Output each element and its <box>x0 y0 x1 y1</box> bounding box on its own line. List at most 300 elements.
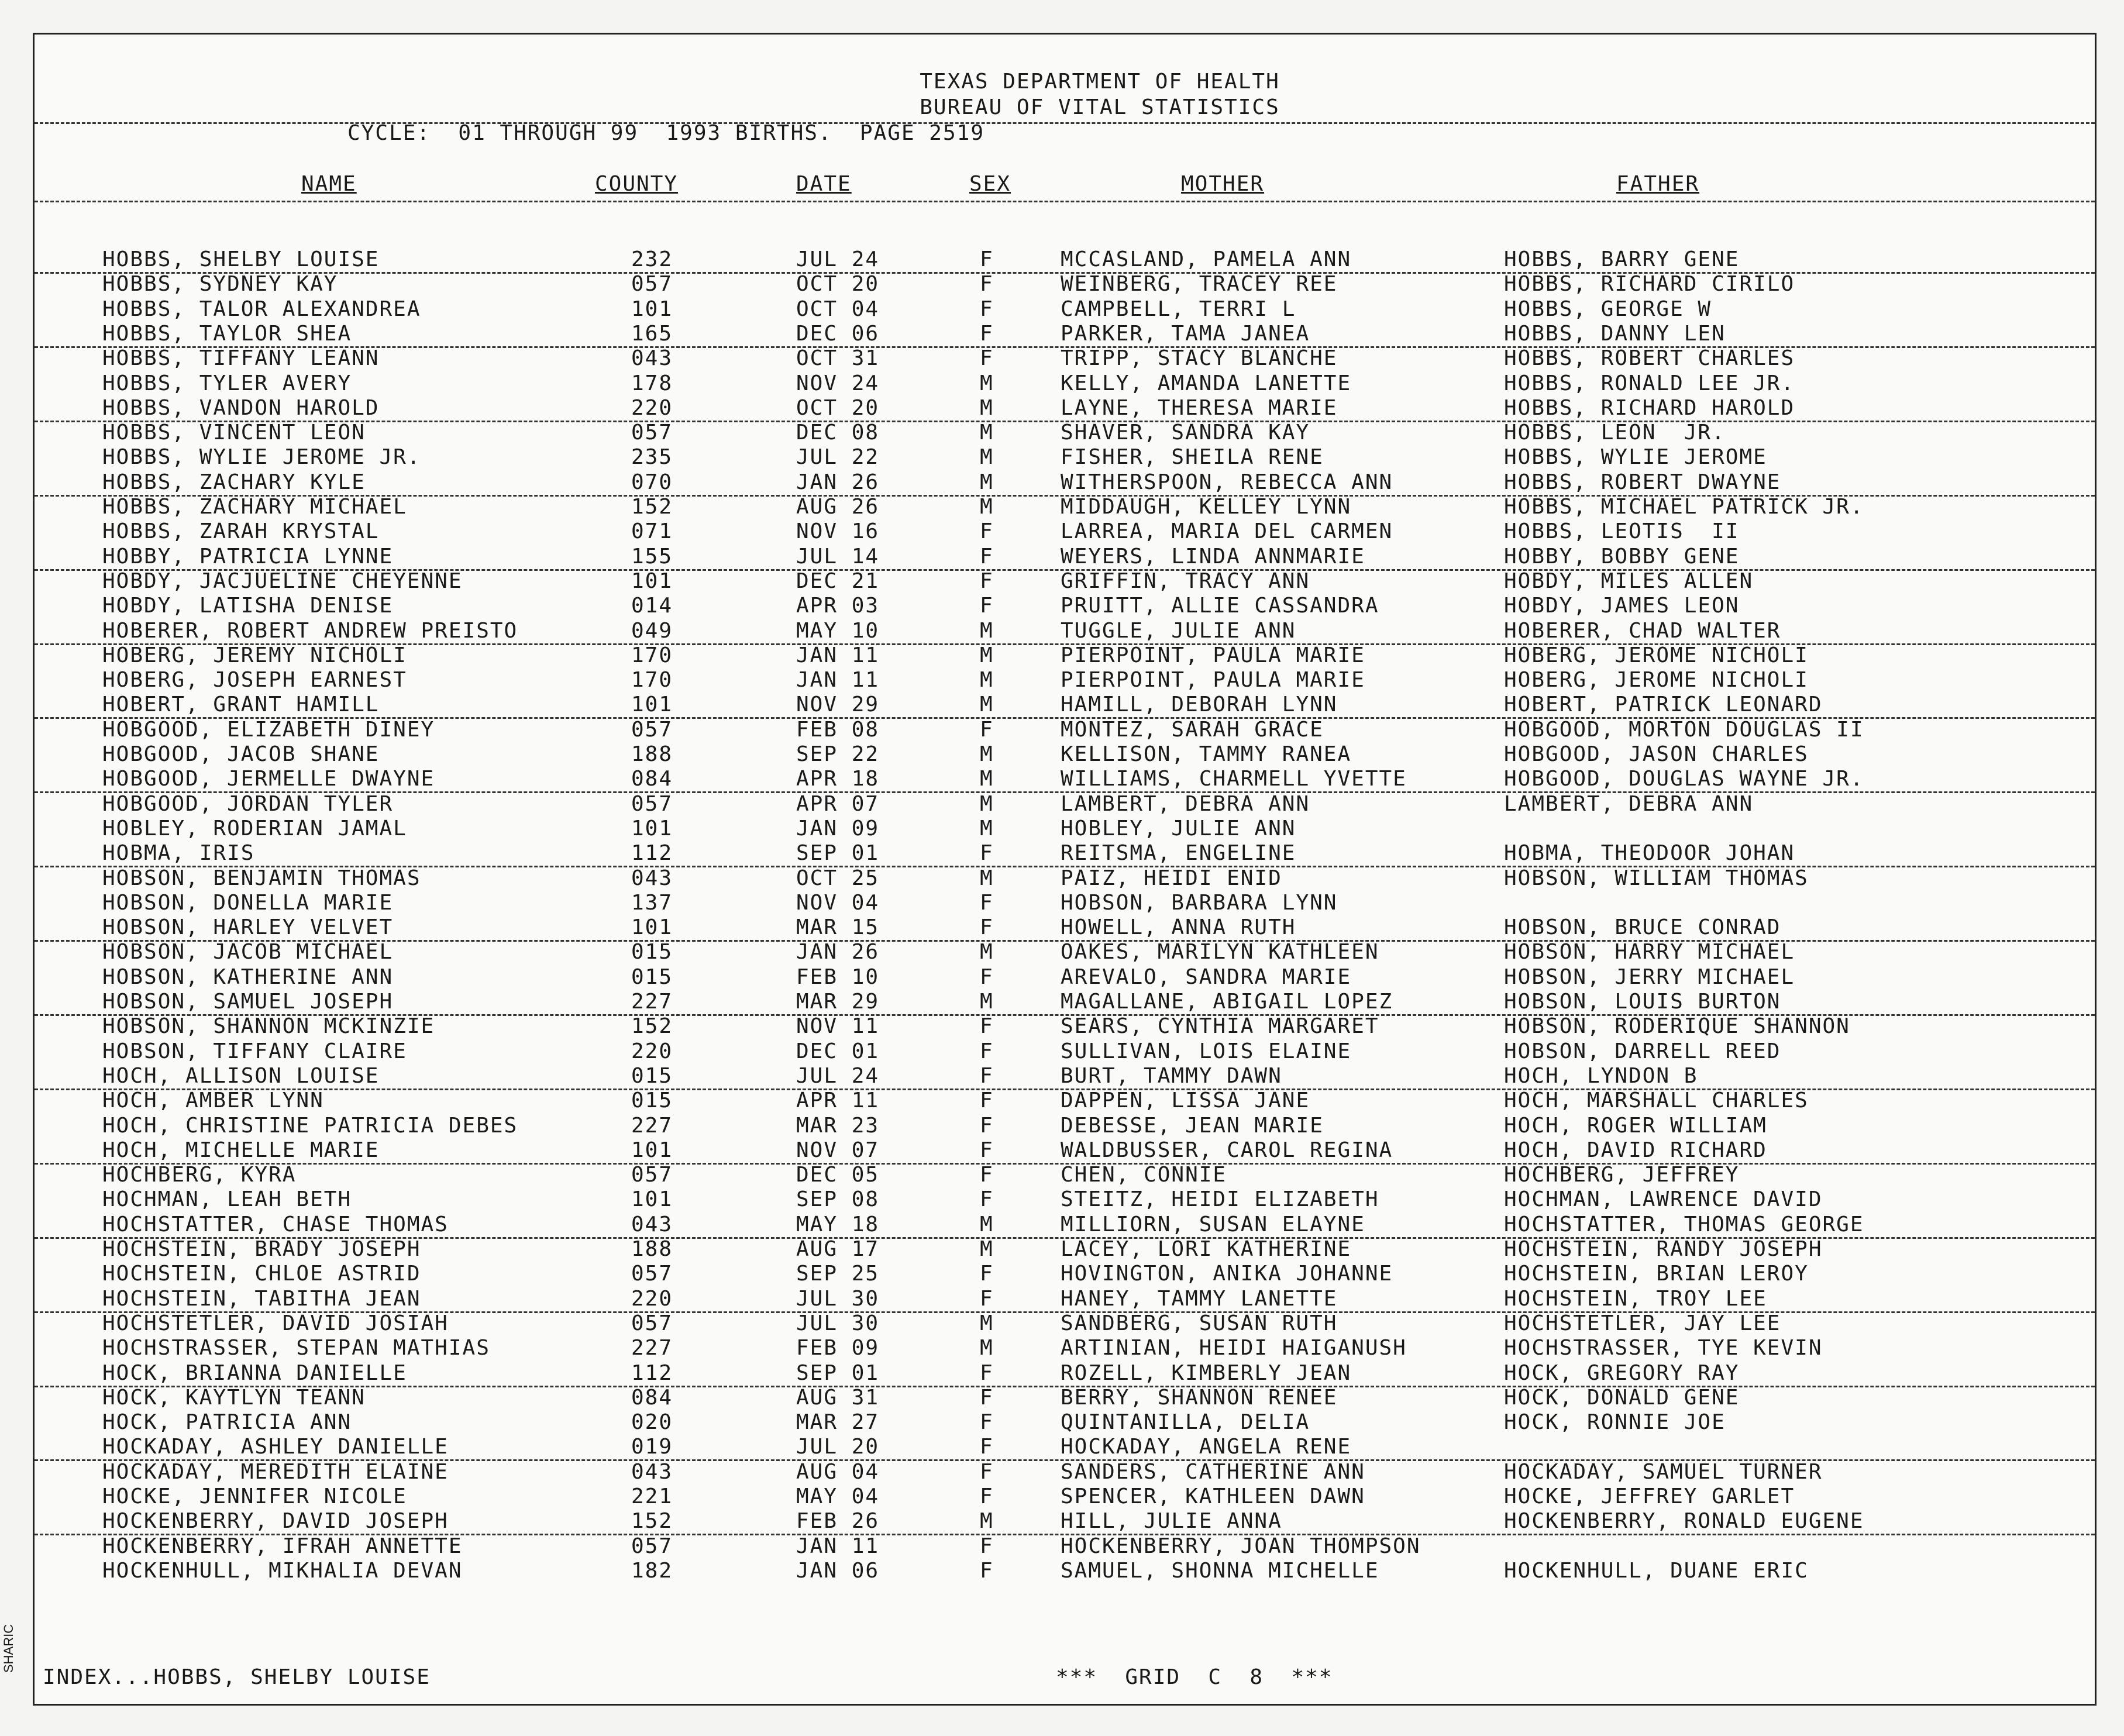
record-sex: F <box>980 717 994 742</box>
record-father: HOBERER, CHAD WALTER <box>1504 618 1781 643</box>
record-sex: F <box>980 1187 994 1212</box>
record-name: HOBERER, ROBERT ANDREW PREISTO <box>102 618 518 643</box>
record-sex: M <box>980 767 994 791</box>
record-father: HOBDY, JAMES LEON <box>1504 594 1740 618</box>
record-date: DEC 08 <box>796 421 880 445</box>
record-father: HOBMA, THEODOOR JOHAN <box>1504 841 1795 866</box>
record-county: 235 <box>631 445 673 470</box>
record-row <box>35 1361 2095 1387</box>
record-father: HOBSON, HARRY MICHAEL <box>1504 940 1795 965</box>
record-name: HOBGOOD, ELIZABETH DINEY <box>102 717 435 742</box>
record-date: MAR 23 <box>796 1113 880 1138</box>
record-sex: M <box>980 668 994 693</box>
record-county: 015 <box>631 940 673 965</box>
record-father: LAMBERT, DEBRA ANN <box>1504 791 1754 816</box>
record-row <box>35 1460 2095 1484</box>
cycle-line: CYCLE: 01 THROUGH 99 1993 BIRTHS. PAGE 2519 <box>347 121 984 145</box>
record-name: HOCHSTEIN, CHLOE ASTRID <box>102 1262 421 1286</box>
record-name: HOBBS, VANDON HAROLD <box>102 395 380 420</box>
record-father: HOBBS, ROBERT DWAYNE <box>1504 470 1781 494</box>
record-county: 112 <box>631 841 673 866</box>
record-date: JAN 11 <box>796 1534 880 1558</box>
page-frame <box>33 33 2097 1706</box>
record-sex: M <box>980 1237 994 1261</box>
record-father: HOCKENHULL, DUANE ERIC <box>1504 1558 1809 1583</box>
record-mother: HOWELL, ANNA RUTH <box>1061 915 1296 940</box>
record-mother: HOBLEY, JULIE ANN <box>1061 816 1296 841</box>
record-county: 165 <box>631 321 673 346</box>
record-father: HOCHSTETLER, JAY LEE <box>1504 1311 1781 1335</box>
record-name: HOBSON, SAMUEL JOSEPH <box>102 990 394 1014</box>
record-date: MAR 15 <box>796 915 880 940</box>
record-sex: M <box>980 643 994 667</box>
record-father: HOBSON, WILLIAM THOMAS <box>1504 866 1809 890</box>
record-name: HOBGOOD, JACOB SHANE <box>102 742 380 766</box>
record-row <box>35 1484 2095 1509</box>
record-mother: TRIPP, STACY BLANCHE <box>1061 346 1338 371</box>
record-row <box>35 792 2095 817</box>
record-sex: M <box>980 990 994 1014</box>
record-date: AUG 17 <box>796 1237 880 1261</box>
record-mother: BURT, TAMMY DAWN <box>1061 1063 1282 1088</box>
record-father: HOBGOOD, MORTON DOUGLAS II <box>1504 717 1864 742</box>
record-mother: WILLIAMS, CHARMELL YVETTE <box>1061 767 1407 791</box>
record-row <box>35 1311 2095 1336</box>
record-sex: F <box>980 1484 994 1508</box>
record-father: HOCK, DONALD GENE <box>1504 1385 1740 1410</box>
record-county: 043 <box>631 1459 673 1484</box>
record-county: 015 <box>631 1063 673 1088</box>
record-county: 049 <box>631 618 673 643</box>
record-date: APR 03 <box>796 594 880 618</box>
record-mother: WALDBUSSER, CAROL REGINA <box>1061 1138 1393 1162</box>
column-header-sex: SEX <box>969 172 1011 196</box>
record-sex: M <box>980 1336 994 1360</box>
record-mother: TUGGLE, JULIE ANN <box>1061 618 1296 643</box>
separator-top <box>35 122 2095 124</box>
record-sex: F <box>980 890 994 915</box>
record-date: NOV 16 <box>796 519 880 544</box>
record-row <box>35 1509 2095 1535</box>
record-name: HOBBS, VINCENT LEON <box>102 421 366 445</box>
record-date: MAY 04 <box>796 1484 880 1508</box>
record-sex: F <box>980 1113 994 1138</box>
record-father: HOCH, LYNDON B <box>1504 1063 1698 1088</box>
record-row <box>35 817 2095 841</box>
record-father: HOCHBERG, JEFFREY <box>1504 1163 1740 1187</box>
record-name: HOBERG, JEREMY NICHOLI <box>102 643 407 667</box>
separator-header <box>35 201 2095 202</box>
record-county: 043 <box>631 866 673 890</box>
record-father: HOBSON, JERRY MICHAEL <box>1504 965 1795 989</box>
record-mother: MAGALLANE, ABIGAIL LOPEZ <box>1061 990 1393 1014</box>
record-father: HOBERT, PATRICK LEONARD <box>1504 693 1823 717</box>
record-mother: OAKES, MARILYN KATHLEEN <box>1061 940 1379 965</box>
record-date: AUG 31 <box>796 1385 880 1410</box>
record-row <box>35 1287 2095 1313</box>
record-date: JAN 11 <box>796 643 880 667</box>
record-name: HOCHSTATTER, CHASE THOMAS <box>102 1212 449 1236</box>
record-row <box>35 915 2095 942</box>
record-name: HOBBS, TALOR ALEXANDREA <box>102 297 421 321</box>
record-sex: M <box>980 693 994 717</box>
record-sex: F <box>980 1459 994 1484</box>
record-row <box>35 841 2095 867</box>
record-row <box>35 495 2095 519</box>
record-county: 152 <box>631 495 673 519</box>
record-name: HOBBS, TAYLOR SHEA <box>102 321 352 346</box>
record-date: FEB 09 <box>796 1336 880 1360</box>
record-row <box>35 1386 2095 1410</box>
record-mother: DAPPEN, LISSA JANE <box>1061 1089 1310 1113</box>
record-row <box>35 1262 2095 1286</box>
record-father: HOBDY, MILES ALLEN <box>1504 569 1754 593</box>
record-row <box>35 693 2095 719</box>
record-mother: MILLIORN, SUSAN ELAYNE <box>1061 1212 1365 1236</box>
record-mother: FISHER, SHEILA RENE <box>1061 445 1324 470</box>
record-sex: M <box>980 791 994 816</box>
record-row <box>35 1089 2095 1113</box>
record-sex: F <box>980 1138 994 1162</box>
record-mother: STEITZ, HEIDI ELIZABETH <box>1061 1187 1379 1212</box>
record-name: HOBDY, JACJUELINE CHEYENNE <box>102 569 463 593</box>
record-name: HOCHSTETLER, DAVID JOSIAH <box>102 1311 449 1335</box>
record-father: HOBSON, LOUIS BURTON <box>1504 990 1781 1014</box>
record-mother: ROZELL, KIMBERLY JEAN <box>1061 1360 1352 1385</box>
record-mother: MONTEZ, SARAH GRACE <box>1061 717 1324 742</box>
record-name: HOBSON, JACOB MICHAEL <box>102 940 394 965</box>
record-name: HOCK, PATRICIA ANN <box>102 1410 352 1435</box>
record-name: HOBBS, WYLIE JEROME JR. <box>102 445 421 470</box>
record-sex: F <box>980 841 994 866</box>
record-sex: F <box>980 1089 994 1113</box>
record-date: NOV 24 <box>796 371 880 395</box>
record-county: 220 <box>631 1039 673 1063</box>
record-father: HOCHSTEIN, TROY LEE <box>1504 1286 1767 1311</box>
record-row <box>35 396 2095 422</box>
record-name: HOBSON, HARLEY VELVET <box>102 915 394 940</box>
record-date: JUL 14 <box>796 544 880 569</box>
record-mother: HOCKADAY, ANGELA RENE <box>1061 1435 1352 1459</box>
record-date: MAR 27 <box>796 1410 880 1435</box>
record-county: 101 <box>631 1138 673 1162</box>
record-father: HOCKENBERRY, RONALD EUGENE <box>1504 1509 1864 1534</box>
record-father: HOCHSTEIN, RANDY JOSEPH <box>1504 1237 1823 1261</box>
record-name: HOCHMAN, LEAH BETH <box>102 1187 352 1212</box>
record-name: HOBBS, SYDNEY KAY <box>102 272 338 297</box>
record-name: HOBLEY, RODERIAN JAMAL <box>102 816 407 841</box>
record-father: HOBBS, LEOTIS II <box>1504 519 1740 544</box>
record-name: HOBBS, ZACHARY KYLE <box>102 470 366 494</box>
column-header-mother: MOTHER <box>1181 172 1265 196</box>
record-row <box>35 272 2095 297</box>
record-sex: F <box>980 544 994 569</box>
side-label: SHARIC <box>1 1624 16 1673</box>
record-name: HOBSON, DONELLA MARIE <box>102 890 394 915</box>
record-sex: F <box>980 1286 994 1311</box>
record-name: HOBERT, GRANT HAMILL <box>102 693 380 717</box>
record-sex: F <box>980 321 994 346</box>
record-sex: F <box>980 1410 994 1435</box>
record-sex: F <box>980 1039 994 1063</box>
record-date: JUL 30 <box>796 1311 880 1335</box>
record-mother: LACEY, LORI KATHERINE <box>1061 1237 1352 1261</box>
record-row <box>35 990 2095 1016</box>
record-name: HOBBS, SHELBY LOUISE <box>102 247 380 271</box>
record-county: 152 <box>631 1014 673 1039</box>
record-row <box>35 247 2095 274</box>
record-county: 227 <box>631 1113 673 1138</box>
record-mother: BERRY, SHANNON RENEE <box>1061 1385 1338 1410</box>
record-row <box>35 965 2095 990</box>
record-name: HOBGOOD, JORDAN TYLER <box>102 791 394 816</box>
record-date: NOV 07 <box>796 1138 880 1162</box>
column-header-date: DATE <box>796 172 852 196</box>
record-county: 070 <box>631 470 673 494</box>
column-header-county: COUNTY <box>595 172 679 196</box>
grid-label: *** GRID C 8 *** <box>1056 1665 1333 1689</box>
record-county: 057 <box>631 717 673 742</box>
record-county: 227 <box>631 1336 673 1360</box>
record-mother: MIDDAUGH, KELLEY LYNN <box>1061 495 1352 519</box>
record-mother: LAMBERT, DEBRA ANN <box>1061 791 1310 816</box>
record-county: 182 <box>631 1558 673 1583</box>
record-row <box>35 1039 2095 1064</box>
record-row <box>35 1336 2095 1360</box>
record-mother: CAMPBELL, TERRI L <box>1061 297 1296 321</box>
record-county: 178 <box>631 371 673 395</box>
record-mother: PAIZ, HEIDI ENID <box>1061 866 1282 890</box>
column-header-father: FATHER <box>1616 172 1700 196</box>
record-row <box>35 421 2095 445</box>
record-name: HOCH, MICHELLE MARIE <box>102 1138 380 1162</box>
record-father: HOBSON, DARRELL REED <box>1504 1039 1781 1063</box>
record-county: 101 <box>631 1187 673 1212</box>
record-date: SEP 25 <box>796 1262 880 1286</box>
record-date: JAN 11 <box>796 668 880 693</box>
record-county: 057 <box>631 1262 673 1286</box>
record-sex: F <box>980 1534 994 1558</box>
record-county: 188 <box>631 742 673 766</box>
record-county: 137 <box>631 890 673 915</box>
record-county: 019 <box>631 1435 673 1459</box>
record-mother: SANDERS, CATHERINE ANN <box>1061 1459 1365 1484</box>
record-sex: F <box>980 272 994 297</box>
record-county: 101 <box>631 816 673 841</box>
record-sex: M <box>980 742 994 766</box>
record-row <box>35 619 2095 645</box>
record-mother: HAMILL, DEBORAH LYNN <box>1061 693 1338 717</box>
record-mother: QUINTANILLA, DELIA <box>1061 1410 1310 1435</box>
record-mother: CHEN, CONNIE <box>1061 1163 1227 1187</box>
record-father: HOCHSTEIN, BRIAN LEROY <box>1504 1262 1809 1286</box>
index-label: INDEX...HOBBS, SHELBY LOUISE <box>43 1665 431 1689</box>
record-date: OCT 04 <box>796 297 880 321</box>
record-date: JUL 20 <box>796 1435 880 1459</box>
record-row <box>35 1435 2095 1461</box>
record-row <box>35 322 2095 348</box>
record-county: 101 <box>631 569 673 593</box>
record-row <box>35 371 2095 396</box>
record-row <box>35 594 2095 618</box>
record-father: HOBBS, WYLIE JEROME <box>1504 445 1767 470</box>
record-mother: SAMUEL, SHONNA MICHELLE <box>1061 1558 1379 1583</box>
record-date: NOV 29 <box>796 693 880 717</box>
record-date: DEC 06 <box>796 321 880 346</box>
record-county: 071 <box>631 519 673 544</box>
record-mother: HANEY, TAMMY LANETTE <box>1061 1286 1338 1311</box>
record-county: 084 <box>631 1385 673 1410</box>
record-county: 057 <box>631 421 673 445</box>
record-sex: F <box>980 1014 994 1039</box>
record-sex: F <box>980 1262 994 1286</box>
record-sex: M <box>980 866 994 890</box>
record-sex: M <box>980 395 994 420</box>
record-mother: WEYERS, LINDA ANNMARIE <box>1061 544 1365 569</box>
record-row <box>35 742 2095 767</box>
record-county: 057 <box>631 1534 673 1558</box>
record-father: HOBBS, RICHARD HAROLD <box>1504 395 1795 420</box>
record-mother: PRUITT, ALLIE CASSANDRA <box>1061 594 1379 618</box>
record-name: HOCH, ALLISON LOUISE <box>102 1063 380 1088</box>
record-name: HOCHBERG, KYRA <box>102 1163 297 1187</box>
record-county: 015 <box>631 965 673 989</box>
record-father: HOCH, DAVID RICHARD <box>1504 1138 1767 1162</box>
record-date: OCT 20 <box>796 272 880 297</box>
record-father: HOBERG, JEROME NICHOLI <box>1504 668 1809 693</box>
record-mother: GRIFFIN, TRACY ANN <box>1061 569 1310 593</box>
record-date: APR 11 <box>796 1089 880 1113</box>
record-name: HOBSON, BENJAMIN THOMAS <box>102 866 421 890</box>
record-date: JUL 22 <box>796 445 880 470</box>
record-mother: HOBSON, BARBARA LYNN <box>1061 890 1338 915</box>
record-name: HOCKENBERRY, DAVID JOSEPH <box>102 1509 449 1534</box>
record-row <box>35 1163 2095 1187</box>
record-date: SEP 01 <box>796 841 880 866</box>
record-date: JAN 26 <box>796 940 880 965</box>
record-row <box>35 1213 2095 1239</box>
record-sex: F <box>980 1385 994 1410</box>
record-mother: ARTINIAN, HEIDI HAIGANUSH <box>1061 1336 1407 1360</box>
record-date: NOV 04 <box>796 890 880 915</box>
record-name: HOBSON, KATHERINE ANN <box>102 965 394 989</box>
record-father: HOBBS, GEORGE W <box>1504 297 1712 321</box>
record-row <box>35 545 2095 571</box>
record-sex: M <box>980 371 994 395</box>
record-county: 155 <box>631 544 673 569</box>
record-sex: F <box>980 519 994 544</box>
record-mother: REITSMA, ENGELINE <box>1061 841 1296 866</box>
record-mother: LARREA, MARIA DEL CARMEN <box>1061 519 1393 544</box>
record-father: HOCHMAN, LAWRENCE DAVID <box>1504 1187 1823 1212</box>
record-date: SEP 01 <box>796 1360 880 1385</box>
record-row <box>35 1064 2095 1090</box>
record-row <box>35 891 2095 915</box>
record-county: 101 <box>631 297 673 321</box>
record-name: HOBDY, LATISHA DENISE <box>102 594 394 618</box>
record-county: 188 <box>631 1237 673 1261</box>
record-sex: M <box>980 816 994 841</box>
record-county: 112 <box>631 1360 673 1385</box>
record-name: HOBSON, TIFFANY CLAIRE <box>102 1039 407 1063</box>
record-county: 014 <box>631 594 673 618</box>
record-sex: F <box>980 915 994 940</box>
record-sex: F <box>980 346 994 371</box>
record-mother: KELLY, AMANDA LANETTE <box>1061 371 1352 395</box>
record-name: HOCHSTRASSER, STEPAN MATHIAS <box>102 1336 490 1360</box>
record-father: HOCH, MARSHALL CHARLES <box>1504 1089 1809 1113</box>
record-sex: F <box>980 1558 994 1583</box>
record-name: HOCH, CHRISTINE PATRICIA DEBES <box>102 1113 518 1138</box>
record-date: AUG 26 <box>796 495 880 519</box>
record-mother: KELLISON, TAMMY RANEA <box>1061 742 1352 766</box>
record-county: 057 <box>631 791 673 816</box>
record-mother: SHAVER, SANDRA KAY <box>1061 421 1310 445</box>
record-sex: F <box>980 1163 994 1187</box>
record-name: HOBBS, ZACHARY MICHAEL <box>102 495 407 519</box>
record-county: 057 <box>631 272 673 297</box>
record-row <box>35 569 2095 594</box>
record-sex: F <box>980 1360 994 1385</box>
record-date: NOV 11 <box>796 1014 880 1039</box>
record-sex: F <box>980 594 994 618</box>
record-date: MAY 10 <box>796 618 880 643</box>
record-name: HOCKADAY, ASHLEY DANIELLE <box>102 1435 449 1459</box>
record-father: HOBBS, RONALD LEE JR. <box>1504 371 1795 395</box>
record-name: HOCK, KAYTLYN TEANN <box>102 1385 366 1410</box>
record-county: 170 <box>631 643 673 667</box>
record-father: HOBBY, BOBBY GENE <box>1504 544 1740 569</box>
record-father: HOBSON, RODERIQUE SHANNON <box>1504 1014 1850 1039</box>
record-date: JAN 06 <box>796 1558 880 1583</box>
title-line-1: TEXAS DEPARTMENT OF HEALTH <box>920 70 1280 94</box>
record-sex: M <box>980 445 994 470</box>
record-county: 220 <box>631 1286 673 1311</box>
record-mother: HILL, JULIE ANNA <box>1061 1509 1282 1534</box>
record-name: HOCKENBERRY, IFRAH ANNETTE <box>102 1534 463 1558</box>
record-row <box>35 668 2095 693</box>
record-row <box>35 470 2095 497</box>
record-name: HOBBS, TYLER AVERY <box>102 371 352 395</box>
record-father: HOBBS, RICHARD CIRILO <box>1504 272 1795 297</box>
record-date: JAN 09 <box>796 816 880 841</box>
record-county: 020 <box>631 1410 673 1435</box>
record-row <box>35 1237 2095 1262</box>
record-date: DEC 21 <box>796 569 880 593</box>
record-father: HOCKADAY, SAMUEL TURNER <box>1504 1459 1823 1484</box>
record-sex: M <box>980 470 994 494</box>
record-date: FEB 26 <box>796 1509 880 1534</box>
record-date: JUL 30 <box>796 1286 880 1311</box>
record-father: HOBSON, BRUCE CONRAD <box>1504 915 1781 940</box>
record-date: SEP 08 <box>796 1187 880 1212</box>
record-date: OCT 20 <box>796 395 880 420</box>
record-date: FEB 10 <box>796 965 880 989</box>
record-sex: M <box>980 421 994 445</box>
record-date: MAR 29 <box>796 990 880 1014</box>
record-row <box>35 1138 2095 1165</box>
record-mother: LAYNE, THERESA MARIE <box>1061 395 1338 420</box>
record-date: DEC 01 <box>796 1039 880 1063</box>
record-row <box>35 297 2095 322</box>
record-row <box>35 1014 2095 1039</box>
record-mother: HOVINGTON, ANIKA JOHANNE <box>1061 1262 1393 1286</box>
record-row <box>35 718 2095 742</box>
record-name: HOCH, AMBER LYNN <box>102 1089 324 1113</box>
record-mother: MCCASLAND, PAMELA ANN <box>1061 247 1352 271</box>
record-row <box>35 767 2095 793</box>
record-mother: HOCKENBERRY, JOAN THOMPSON <box>1061 1534 1421 1558</box>
